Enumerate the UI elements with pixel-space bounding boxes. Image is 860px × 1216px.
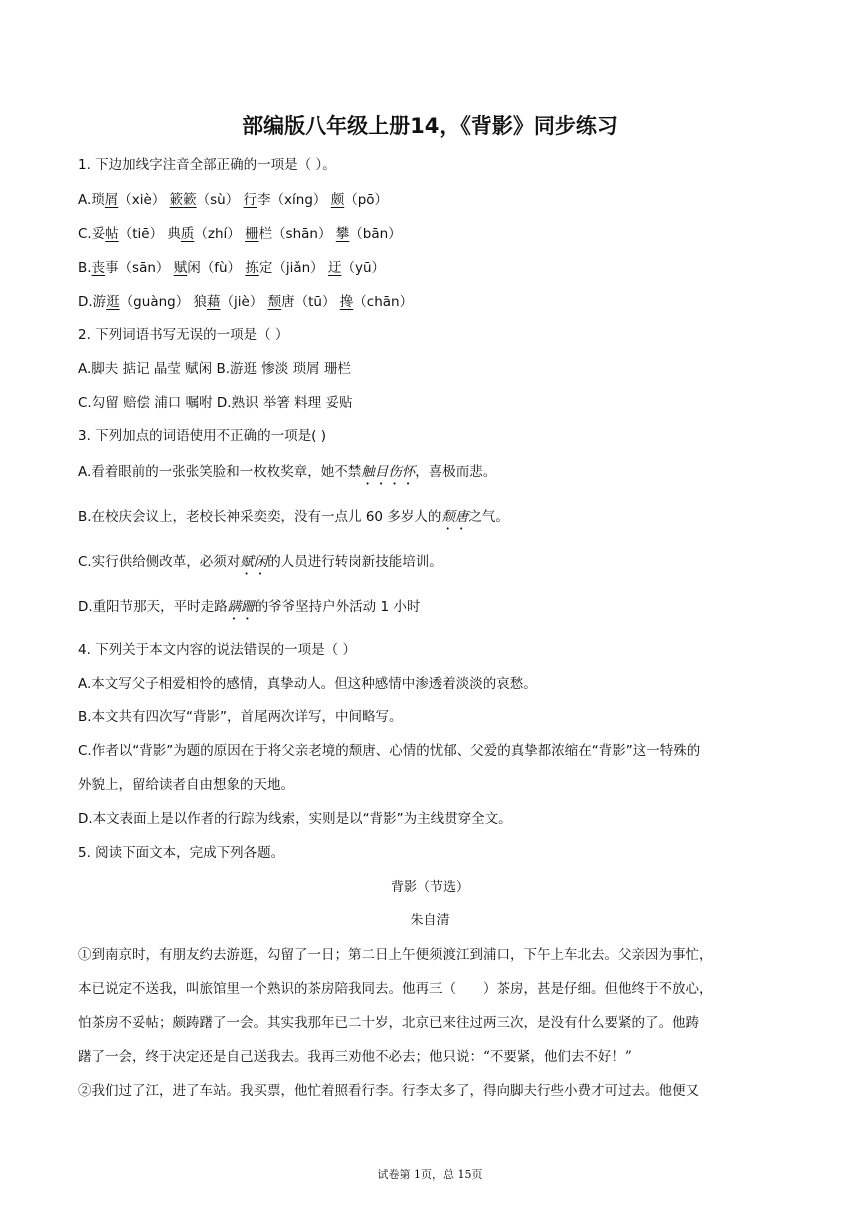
- passage-line: 躇了一会，终于决定还是自己送我去。我再三劝他不必去；他只说：“不要紧，他们去不好！”: [78, 1049, 632, 1065]
- page-title: 部编版八年级上册14，《背影》同步练习: [242, 114, 618, 138]
- q1-option-d: D.游逛（guàng） 狼藉（jiè） 颓唐（tū） 搀（chān）: [78, 294, 414, 310]
- question-2-stem: 2. 下列词语书写无误的一项是（ ）: [78, 327, 289, 343]
- question-5-stem: 5. 阅读下面文本，完成下列各题。: [78, 845, 285, 861]
- q1-option-c: C.妥帖（tiē） 典质（zhí） 栅栏（shān） 攀（bān）: [78, 226, 402, 242]
- passage-line: ②我们过了江，进了车站。我买票，他忙着照看行李。行李太多了，得向脚夫行些小费才可过去。他便又: [78, 1083, 699, 1099]
- q3-option-c: C.实行供给侧改革，必须对赋闲的人员进行转岗新技能培训。: [78, 554, 443, 570]
- q3-option-b: B.在校庆会议上，老校长神采奕奕，没有一点儿 60 多岁人的颓唐之气。: [78, 509, 509, 525]
- dotted-term: 触目伤怀: [361, 464, 416, 480]
- passage-title: 背影（节选）: [390, 880, 469, 895]
- question-1-stem: 1. 下边加线字注音全部正确的一项是（ ）。: [78, 157, 336, 173]
- dotted-term: 颓唐: [441, 509, 469, 525]
- q2-options-ab: A.脚夫 掂记 晶莹 赋闲 B.游逛 惨淡 琐屑 珊栏: [78, 361, 351, 377]
- q4-option-b: B.本文共有四次写“背影”，首尾两次详写，中间略写。: [78, 709, 403, 725]
- q3-option-d: D.重阳节那天，平时走路蹒跚的爷爷坚持户外活动 1 小时: [78, 599, 421, 615]
- dotted-term: 赋闲: [240, 554, 268, 570]
- q3-option-a: A.看着眼前的一张张笑脸和一枚枚奖章，她不禁触目伤怀，喜极而悲。: [78, 464, 497, 480]
- q1-option-a: A.琐屑（xiè） 簌簌（sù） 行李（xíng） 颇（pō）: [78, 192, 389, 208]
- passage-author: 朱自清: [410, 913, 450, 928]
- q2-options-cd: C.勾留 赔偿 浦口 嘱咐 D.熟识 举箸 料理 妥贴: [78, 395, 353, 411]
- q1-option-b: B.丧事（sān） 赋闲（fù） 拣定（jiǎn） 迂（yū）: [78, 260, 385, 276]
- page-footer: 试卷第 1页，总 15页: [377, 1168, 483, 1181]
- question-4-stem: 4. 下列关于本文内容的说法错误的一项是（ ）: [78, 642, 356, 658]
- dotted-term: 蹒跚: [227, 599, 255, 615]
- passage-line: ①到南京时，有朋友约去游逛，勾留了一日；第二日上午便须渡江到浦口，下午上车北去。父亲因为事忙，: [78, 947, 713, 963]
- q4-option-d: D.本文表面上是以作者的行踪为线索，实则是以“背影”为主线贯穿全文。: [78, 811, 512, 827]
- passage-line: 本已说定不送我，叫旅馆里一个熟识的茶房陪我同去。他再三（ ）茶房，甚是仔细。但他终于不放心，: [78, 981, 713, 997]
- passage-line: 怕茶房不妥帖；颇踌躇了一会。其实我那年已二十岁，北京已来往过两三次，是没有什么要紧的了。他踌: [78, 1015, 699, 1031]
- question-3-stem: 3. 下列加点的词语使用不正确的一项是( ): [78, 428, 326, 444]
- q4-option-c-line1: C.作者以“背影”为题的原因在于将父亲老境的颓唐、心情的忧郁、父爱的真挚都浓缩在“背影”这一特殊的: [78, 743, 701, 759]
- q4-option-c-line2: 外貌上，留给读者自由想象的天地。: [78, 777, 294, 793]
- q4-option-a: A.本文写父子相爱相怜的感情，真挚动人。但这种感情中渗透着淡淡的哀愁。: [78, 676, 537, 692]
